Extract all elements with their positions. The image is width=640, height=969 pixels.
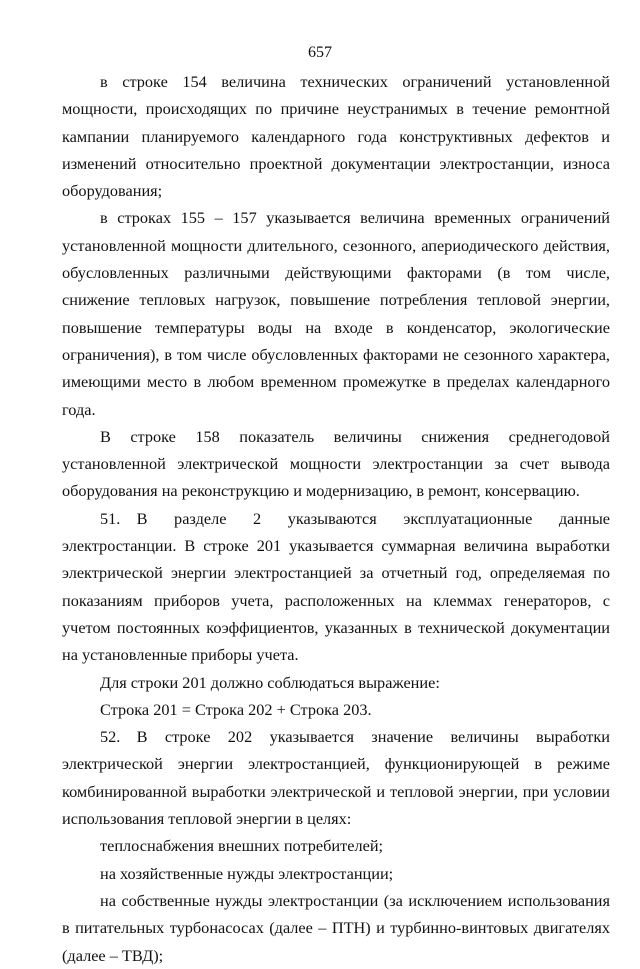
paragraph-formula-intro: Для строки 201 должно соблюдаться выражение: bbox=[100, 672, 440, 692]
list-item-heat-supply: теплоснабжения внешних потребителей; bbox=[100, 836, 384, 856]
paragraph-lines-155-157: в строках 155 – 157 указывается величина временных ограничений установленной мощности длительного, сезонного, апериодического действия, обусловленных различными действующими факторами (в том числе, снижение тепловых нагрузок, повышение потребления тепловой энергии, повышение температуры воды на входе в конденсатор, экологические ограничения), в том числе обусловленных факторами не сезонного характера, имеющими место в любом временном промежутке в пределах календарного года. bbox=[62, 208, 610, 419]
document-body bbox=[62, 68, 610, 969]
page-number: 657 bbox=[308, 44, 332, 61]
paragraph-line-154: в строке 154 величина технических ограничений установленной мощности, происходящих по причине неустранимых в течение ремонтной кампании планируемого календарного года конструктивных дефектов и изменений относительно проектной документации электростанции, износа оборудования; bbox=[62, 72, 610, 201]
paragraph-formula: Строка 201 = Строка 202 + Строка 203. bbox=[100, 699, 372, 719]
paragraph-line-158: В строке 158 показатель величины снижения среднегодовой установленной электрической мощности электростанции за счет вывода оборудования на реконструкцию и модернизацию, в ремонт, консервацию. bbox=[62, 426, 610, 501]
list-item-household-needs: на хозяйственные нужды электростанции; bbox=[100, 863, 394, 883]
paragraph-52: 52. В строке 202 указывается значение величины выработки электрической энергии электростанцией, функционирующей в режиме комбинированной выработки электрической и тепловой энергии, при условии использования тепловой энергии в целях: bbox=[62, 727, 610, 829]
paragraph-51: 51. В разделе 2 указываются эксплуатационные данные электростанции. В строке 201 указывается суммарная величина выработки электрической энергии электростанцией за отчетный год, определяемая по показаниям приборов учета, расположенных на клеммах генераторов, с учетом постоянных коэффициентов, указанных в технической документации на установленные приборы учета. bbox=[62, 508, 610, 665]
list-item-own-needs: на собственные нужды электростанции (за исключением использования в питательных турбонасосах (далее – ПТН) и турбинно-винтовых двигателях (далее – ТВД); bbox=[62, 890, 610, 965]
